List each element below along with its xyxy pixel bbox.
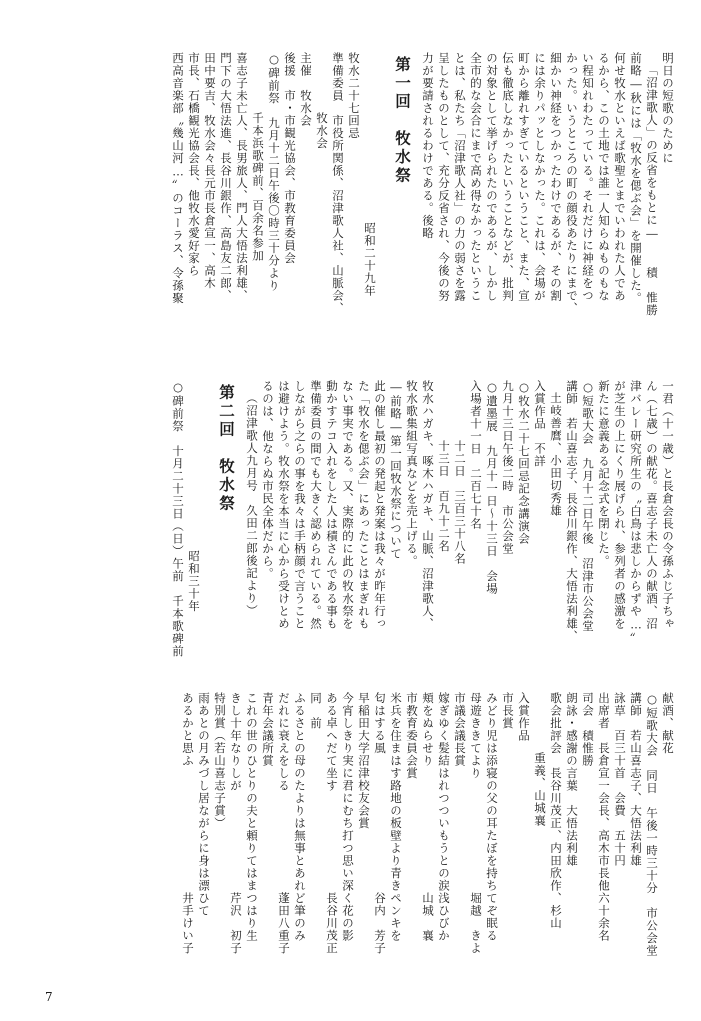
award-name: 早稲田大学沼津校友会賞 bbox=[357, 692, 371, 830]
event-line: 講師 若山喜志子、長谷川銀作、大悟法利雄、 bbox=[565, 380, 579, 643]
essay-line: の対象として挙げられたのであるが、しかし bbox=[485, 52, 499, 302]
award-name: 特別賞（若山喜志子賞） bbox=[213, 692, 227, 830]
event-line: 主催 牧水会 bbox=[299, 52, 313, 127]
event-line: 喜志子未亡人、長男旅人、門人大悟法利雄、 bbox=[235, 52, 249, 302]
event-line: 新たに意義ある記念式を閉じた。 bbox=[597, 380, 611, 568]
event-line: 一君（十一歳）と長倉会長の令孫ふじ子ちゃ bbox=[661, 380, 675, 630]
event-line: 朗詠・感謝の言葉 大悟法利雄 bbox=[565, 692, 579, 867]
event-line: ○碑前祭 十月二十三日（日）午前 千本歌碑前 bbox=[171, 380, 185, 658]
tanka-line: あるかと思ふ 井手けい子 bbox=[181, 692, 195, 955]
event-line: 牧水歌集組写真などを売上げる。 bbox=[405, 380, 419, 568]
event-line: （沼津歌人九月号 久田二郎後記より） bbox=[245, 392, 259, 617]
tanka-line: だれに衰えをしる 蓬田八重子 bbox=[277, 692, 291, 955]
tanka-line: 雨あとの月みづし居ながらに身は漂ひて bbox=[197, 692, 211, 917]
event-line: 此の催し最初の発起と発案は我々が昨年行っ bbox=[373, 380, 387, 630]
award-name: 市教育委員会賞 bbox=[405, 692, 419, 780]
award-name: 青年会議所賞 bbox=[261, 692, 275, 767]
award-name: 市議会議長賞 bbox=[453, 692, 467, 767]
tanka-line: 頬をぬらせり 山城 襄 bbox=[421, 692, 435, 942]
event-line: 入賞作品 bbox=[517, 692, 531, 742]
essay-line: 何せ牧水といえば歌聖とまでいわれた人であ bbox=[613, 52, 627, 302]
tanka-line: これの世のひとりの夫と頼りてはまつはり生 bbox=[245, 692, 259, 942]
event-line: ―前略―第一回牧水祭について bbox=[389, 380, 403, 560]
section-year: 昭和三十年 bbox=[187, 550, 201, 613]
essay-line: 伝も徹底しなかったということなどが、批判 bbox=[501, 52, 515, 302]
event-line: 動かすテコ入れをした人は積さんである事も bbox=[325, 380, 339, 630]
event-line: 献酒、献花 bbox=[661, 692, 675, 755]
event-line: ない事実である。又、実際的に此の牧水祭を bbox=[341, 380, 355, 630]
tanka-line: みどり児は添寝の父の耳たぼを持ちてぞ眠る bbox=[485, 692, 499, 942]
tanka-line: きし十年なりしが 芹沢 初子 bbox=[229, 692, 243, 955]
essay-line: かった。いうところの町の顔役あたりにまで、 bbox=[565, 52, 579, 315]
event-line: 津バレー研究所生の〝白鳥は悲しからずや…〟 bbox=[629, 380, 643, 645]
tanka-line: 嫁ぎゆく髪結はれつついもうとの涙浅ひびか bbox=[437, 692, 451, 942]
event-line: 入場者十一日 二百七十名 bbox=[469, 380, 483, 530]
tanka-line: 今宵しきり実に君にむち打つ思い深く花の影 bbox=[341, 692, 355, 942]
event-line: た「牧水を偲ぶ会」にあったことはまぎれも bbox=[357, 380, 371, 630]
event-line: 詠草 百三十首 会費 五十円 bbox=[613, 692, 627, 867]
event-line: 九月十三日午後二時 市公会堂 bbox=[501, 380, 515, 555]
essay-line: 力が要請されるわけである。後略 bbox=[421, 52, 435, 240]
essay-line: とは、私たち「沼津歌人社」の力の弱さを露 bbox=[453, 52, 467, 302]
section-year: 昭和二十九年 bbox=[363, 222, 377, 297]
essay-line: 呈したものとして、充分反省され、今後の努 bbox=[437, 52, 451, 302]
event-line: 入賞作品 不詳 bbox=[533, 380, 547, 468]
tier-top bbox=[28, 52, 673, 347]
event-line: ○遺墨展 九月十一日～十三日 会場 bbox=[485, 380, 499, 595]
tanka-line: ふるさとの母のたよりは無事とあれど筆のみ bbox=[293, 692, 307, 942]
tanka-line: ある卓へだて坐す 長谷川茂正 bbox=[325, 692, 339, 955]
event-line: るのは、他ならぬ市民全体だから。 bbox=[261, 380, 275, 580]
event-line: 十二日 三百三十八名 bbox=[453, 440, 467, 565]
tier-middle bbox=[28, 380, 673, 670]
event-line: ん（七歳）の献花。喜志子未亡人の献酒、沼 bbox=[645, 380, 659, 630]
essay-line: 前略―秋には「牧水を偲ぶ会」を開催した。 bbox=[629, 52, 643, 305]
essay-subtitle: 「沼津歌人」の反省をもとに― 積 惟勝 bbox=[645, 64, 659, 317]
tier-bottom bbox=[28, 692, 673, 992]
tanka-line: 母遊ききてより 堀越 きよ bbox=[469, 692, 483, 955]
essay-title: 明日の短歌のために bbox=[661, 52, 675, 165]
event-line: 牧水二十七回忌 bbox=[347, 52, 361, 140]
event-line: ○碑前祭 九月十二日午後〇時三十分より bbox=[267, 52, 281, 292]
event-line: 出席者 長倉宣一会長、高木市長他六十余名 bbox=[597, 692, 611, 942]
award-name: 市長賞 bbox=[501, 692, 515, 730]
event-line: が芝生の上にくり展げられ、参列者の感激を bbox=[613, 380, 627, 630]
essay-line: 細かい神経をつかったわけであるが、その割 bbox=[549, 52, 563, 302]
event-line: ○牧水二十七回忌記念講演会 bbox=[517, 380, 531, 545]
event-line: ○短歌大会 同日 午後一時三十分 市公会堂 bbox=[645, 692, 659, 957]
event-line: ○短歌大会 九月十二日午後 沼津市公会堂 bbox=[581, 380, 595, 633]
event-line: 市長、石橋観光協会長、他牧水愛好家ら bbox=[187, 52, 201, 277]
event-line: 準備委員 市役所関係、沼津歌人社、山脈会、 bbox=[331, 52, 345, 315]
event-line: 司会 積惟勝 bbox=[581, 692, 595, 767]
event-line: 歌会批評会 長谷川茂正、内田欣作、杉山 bbox=[549, 692, 563, 930]
award-name: 同 前 bbox=[309, 692, 323, 730]
event-line: 土岐善麿、小田切秀雄 bbox=[549, 392, 563, 517]
event-line: 講師 若山喜志子、大悟法利雄 bbox=[629, 692, 643, 867]
page-number: 7 bbox=[45, 990, 53, 1004]
event-line: 牧水会 bbox=[315, 112, 329, 150]
essay-line: 町から離れすぎているということ、また、宣 bbox=[517, 52, 531, 302]
section-heading-second-festival: 第二回 牧水祭 bbox=[217, 384, 235, 514]
event-line: 田中要吉、牧水会々長元市長倉宣一、高木 bbox=[203, 52, 217, 290]
event-line: 西高音楽部〝幾山河…〟のコーラス、令孫聚 bbox=[171, 52, 185, 305]
event-line: は避けよう。牧水祭を本当に心から受けとめ bbox=[277, 380, 291, 630]
essay-line: には余りパッとしなかった。これは、会場が bbox=[533, 52, 547, 302]
event-line: 門下の大悟法進、長谷川銀作、高島友二郎、 bbox=[219, 52, 233, 302]
tanka-line: 匂はする風 谷内 芳子 bbox=[373, 692, 387, 955]
event-line: 準備委員の間でも大きく認められている。然 bbox=[309, 380, 323, 630]
essay-line: 全市的な会合にまで高め得なかったというこ bbox=[469, 52, 483, 302]
event-line: 後援 市・市観光協会、市教育委員会 bbox=[283, 52, 297, 265]
section-heading-first-festival: 第一回 牧水祭 bbox=[393, 56, 411, 186]
event-line: 千本浜歌碑前、百余名参加 bbox=[251, 112, 265, 262]
event-line: しながら之らの事を我々は手柄顔で言うこと bbox=[293, 380, 307, 630]
event-line: 重義、山城襄 bbox=[533, 752, 547, 827]
tanka-line: 米兵を住まはす路地の板壁より青きペンキを bbox=[389, 692, 403, 942]
essay-line: い程知れわたっている。それだけに神経をつ bbox=[581, 52, 595, 302]
event-line: 牧水ハガキ、啄木ハガキ、山脈、沼津歌人、 bbox=[421, 380, 435, 630]
event-line: 十三日 百九十二名 bbox=[437, 440, 451, 553]
essay-line: るから、この土地では誰一人知らぬものもな bbox=[597, 52, 611, 302]
